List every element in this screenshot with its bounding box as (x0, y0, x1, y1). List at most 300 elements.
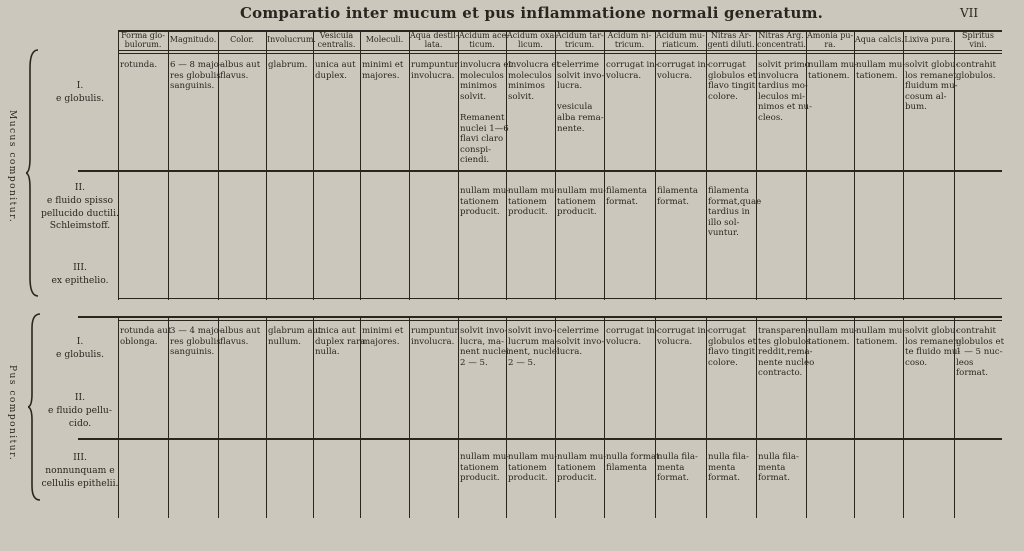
text-line: producit. (557, 207, 597, 218)
text-line: nullam mu- (460, 452, 510, 462)
column-rule (313, 30, 314, 300)
text-line: tes globulos (758, 336, 811, 347)
mucus-row-label-1 (40, 80, 120, 106)
text-line: 3 — 4 majo- (170, 326, 222, 336)
text-line: transparen- (758, 326, 809, 336)
pus-cell (557, 452, 607, 484)
column-rule (118, 316, 119, 518)
pus-cell (808, 326, 858, 347)
text-line: res globulis (170, 70, 221, 81)
text-line: cosum al- (905, 91, 947, 102)
text-line: Nitras Arg. (758, 31, 804, 40)
text-line: nimos et nu- (758, 102, 812, 113)
text-line: riaticum. (662, 39, 699, 49)
column-rule (655, 316, 656, 518)
text-line: cleos. (758, 112, 783, 123)
text-line: corrugat (708, 60, 746, 70)
text-line: celerrime (557, 60, 599, 70)
text-line (460, 102, 505, 113)
text-line: producit. (460, 473, 500, 484)
text-line: Magnitudo. (169, 35, 217, 44)
text-line: tardius mo- (758, 81, 808, 92)
text-line: 1 — 5 nuc- (956, 347, 1003, 358)
text-line: nulla fila- (657, 452, 698, 462)
text-line: nulla fila- (708, 452, 749, 462)
text-line: unica aut (315, 326, 356, 336)
column-rule (266, 30, 267, 300)
text-line: vuntur. (708, 228, 739, 239)
pus-cell (460, 326, 509, 368)
column-rule (604, 30, 605, 300)
text-line: producit. (508, 207, 548, 218)
pus-cell (708, 326, 755, 368)
column-header (707, 32, 755, 49)
comparison-table (118, 30, 1005, 518)
pus-cell (758, 326, 815, 379)
mucus-row-label-2 (38, 182, 122, 233)
mucus-cell (956, 60, 1001, 81)
column-rule (409, 316, 410, 518)
text-line: solvit globu- (905, 326, 959, 336)
text-line: involucra et (460, 60, 512, 70)
text-line: Aqua calcis. (855, 35, 904, 44)
mucus-group-label: Mucus componitur. (7, 110, 17, 224)
text-line: ex epithelio. (51, 274, 109, 286)
text-line: format. (956, 368, 988, 379)
text-line: nullum. (268, 336, 301, 347)
text-line: 6 — 8 majo- (170, 60, 222, 70)
text-line: rumpuntur (411, 326, 459, 336)
mucus-cell (460, 60, 512, 166)
text-line: lucra. (557, 81, 583, 92)
text-line: nente. (557, 123, 585, 134)
text-line: lucra. (557, 347, 583, 358)
text-line: albus aut (220, 326, 261, 336)
text-line: celerrime (557, 326, 599, 336)
text-line: Vesicula (319, 31, 354, 40)
text-line: e globulis. (55, 92, 105, 104)
column-header (757, 32, 805, 49)
mucus-cell (708, 60, 755, 102)
text-line: contrahit (956, 60, 996, 70)
table-rule (78, 316, 1002, 318)
text-line: Aqua destil- (410, 31, 459, 40)
text-line: nullam mu- (856, 326, 906, 336)
text-line: involucra (758, 70, 799, 81)
pus-row-label-2 (40, 392, 120, 430)
text-line: e fluido spisso (46, 194, 114, 206)
mucus-cell (268, 60, 312, 71)
text-line: contracto. (758, 368, 803, 379)
text-line: nullam mu- (508, 452, 558, 462)
text-line: nente nucleo (758, 357, 815, 368)
text-line: illo sol- (708, 217, 740, 228)
table-rule (78, 438, 1002, 440)
page-number: VII (960, 6, 979, 20)
text-line: Color. (230, 35, 254, 44)
mucus-cell (758, 60, 812, 124)
text-line: corrugat in- (606, 326, 658, 336)
text-line: format. (758, 473, 790, 484)
column-rule (555, 30, 556, 300)
text-line: corrugat (708, 326, 746, 336)
text-line: ciendi. (460, 155, 490, 166)
column-header (507, 31, 558, 49)
text-line: tationem. (808, 70, 850, 81)
column-header (169, 36, 217, 45)
text-line: Remanent (460, 112, 505, 123)
text-line: nullam mu- (557, 452, 607, 462)
text-line: corrugat in- (606, 60, 658, 70)
text-line: format,quae (708, 196, 762, 207)
text-line: los remanen- (905, 336, 962, 347)
text-line: Acidum tar- (556, 31, 604, 40)
column-header (955, 32, 1001, 49)
text-line: Acidum ace- (459, 31, 509, 40)
pus-row-label-3 (36, 452, 124, 490)
text-line: menta (657, 462, 685, 473)
text-line: colore. (708, 91, 738, 102)
text-line: moleculos (508, 70, 552, 81)
text-line: minimi et (362, 60, 404, 70)
column-rule (168, 30, 169, 300)
text-line: volucra. (606, 70, 642, 81)
text-line: Forma glo- (121, 31, 165, 40)
column-rule (604, 316, 605, 518)
text-line: involucra. (411, 70, 455, 81)
pus-cell (170, 326, 222, 358)
text-line (557, 92, 603, 103)
column-header (459, 31, 509, 49)
text-line: nulla format (606, 452, 660, 462)
text-line: glabrum. (268, 60, 308, 70)
text-line: fluidum mu- (905, 81, 958, 92)
column-header (410, 32, 457, 49)
mucus-cell (856, 60, 906, 81)
text-line: globulos et (708, 70, 757, 81)
text-line: format. (606, 196, 638, 207)
text-line: tricum. (614, 39, 645, 49)
text-line: involucra. (411, 336, 455, 347)
text-line: e fluido pellu- (48, 404, 112, 416)
column-rule (655, 30, 656, 300)
text-line: lucrum ma- (508, 336, 558, 347)
table-rule (118, 320, 1002, 321)
pus-cell (362, 326, 408, 347)
text-line: volucra. (606, 336, 642, 347)
text-line: solvit primo (758, 60, 810, 70)
text-line: nullam mu- (460, 186, 510, 196)
text-line: cido. (68, 417, 92, 429)
text-line: duplex. (315, 70, 347, 81)
text-line: globulos et (708, 336, 757, 347)
column-header (855, 36, 902, 45)
pus-cell (606, 326, 658, 347)
column-rule (854, 30, 855, 300)
text-line: duplex rara (315, 336, 366, 347)
text-line: rotunda aut (120, 326, 172, 336)
pus-cell (657, 326, 709, 347)
text-line: tationem (460, 196, 499, 207)
text-line: tationem (508, 462, 547, 473)
text-line: conspi- (460, 144, 492, 155)
column-rule (854, 316, 855, 518)
text-line: bum. (905, 102, 927, 113)
pus-cell (956, 326, 1005, 379)
text-line: Amonia pu- (807, 31, 854, 40)
text-line: volucra. (657, 336, 693, 347)
text-line: Moleculi. (365, 35, 404, 44)
text-line: solvit. (508, 91, 535, 102)
text-line: flavo tingit (708, 347, 756, 358)
text-line: reddit,rema- (758, 347, 813, 358)
column-header (556, 32, 603, 49)
text-line: leos (956, 357, 974, 368)
mucus-cell (905, 60, 959, 113)
text-line: II. (74, 392, 86, 403)
mucus-cell (657, 186, 705, 207)
text-line: filamenta (606, 186, 647, 196)
text-line: albus aut (220, 60, 261, 70)
text-line: format. (657, 473, 689, 484)
mucus-cell (170, 60, 222, 92)
mucus-cell (362, 60, 408, 81)
text-line: moleculos (460, 70, 504, 81)
text-line: II. (74, 182, 86, 193)
text-line: minimi et (362, 326, 404, 336)
text-line: globulos. (956, 70, 996, 81)
text-line: coso. (905, 357, 928, 368)
text-line: solvit invo- (460, 326, 508, 336)
text-line: Acidum mu- (656, 31, 705, 40)
column-rule (756, 30, 757, 300)
mucus-cell (220, 60, 265, 81)
mucus-cell (606, 186, 654, 207)
text-line: te fluido mu- (905, 347, 961, 358)
pus-cell (120, 326, 172, 347)
mucus-cell (557, 186, 607, 218)
text-line: tricum. (564, 39, 595, 49)
text-line: menta (708, 462, 736, 473)
text-line: majores. (362, 70, 400, 81)
text-line: nent, nuclei (508, 347, 560, 358)
mucus-cell (808, 60, 858, 81)
table-rule (118, 298, 1002, 299)
text-line: Schleimstoff. (49, 220, 111, 232)
text-line: tationem. (856, 336, 898, 347)
text-line: Acidum ni- (607, 31, 652, 40)
text-line: sanguinis. (170, 347, 215, 358)
column-rule (706, 30, 707, 300)
text-line: producit. (460, 207, 500, 218)
text-line: flavi claro (460, 134, 504, 145)
text-line: concentrati. (757, 39, 806, 49)
column-header (807, 32, 853, 49)
text-line: rotunda. (120, 60, 158, 70)
text-line: tationem (557, 196, 596, 207)
text-line: oblonga. (120, 336, 158, 347)
pus-cell (708, 452, 755, 484)
text-line: rumpuntur (411, 60, 459, 70)
text-line: solvit invo- (557, 70, 605, 81)
pus-cell (508, 326, 560, 368)
text-line: genti diluti. (707, 39, 755, 49)
text-line: cellulis epithelii. (41, 477, 119, 489)
mucus-cell (557, 60, 603, 134)
text-line: vesicula (557, 102, 593, 113)
column-rule (458, 30, 459, 300)
column-rule (506, 30, 507, 300)
text-line: tationem (508, 196, 547, 207)
column-rule (706, 316, 707, 518)
text-line: Acidum oxa- (507, 31, 558, 40)
text-line: nent nuclei (460, 347, 509, 358)
text-line: filamenta (708, 186, 749, 196)
text-line: centralis. (317, 39, 356, 49)
text-line: nonnunquam e (45, 464, 115, 476)
column-rule (806, 30, 807, 300)
text-line: format. (657, 196, 689, 207)
column-rule (903, 316, 904, 518)
pus-cell (508, 452, 558, 484)
text-line: tationem (557, 462, 596, 473)
text-line: producit. (508, 473, 548, 484)
mucus-cell (460, 186, 510, 218)
text-line: tationem (460, 462, 499, 473)
column-rule (409, 30, 410, 300)
text-line: minimos (460, 81, 497, 92)
text-line: glabrum aut (268, 326, 322, 336)
column-rule (168, 316, 169, 518)
text-line: lata. (424, 39, 443, 49)
text-line: filamenta (657, 186, 698, 196)
text-line: sanguinis. (170, 81, 215, 92)
text-line: unica aut (315, 60, 356, 70)
text-line: Lixiva pura. (904, 35, 953, 44)
text-line: ticum. (469, 39, 495, 49)
text-line: flavus. (220, 336, 249, 347)
table-rule (118, 53, 1002, 54)
text-line: nullam mu- (808, 60, 858, 70)
mucus-cell (508, 186, 558, 218)
text-line: filamenta (606, 462, 647, 473)
pus-cell (905, 326, 962, 368)
text-line: pellucido ductili. (41, 207, 119, 219)
pus-row-label-1 (40, 336, 120, 362)
pus-cell (856, 326, 906, 347)
text-line: colore. (708, 357, 738, 368)
column-header (904, 36, 953, 45)
text-line: corrugat in- (657, 60, 709, 70)
text-line: involucra et (508, 60, 560, 70)
text-line: 2 — 5. (460, 357, 488, 368)
column-header (267, 35, 316, 45)
text-line: nulla fila- (758, 452, 799, 462)
text-line: Spiritus (961, 31, 994, 40)
text-line: Nitras Ar- (710, 31, 752, 40)
pus-cell (758, 452, 805, 484)
column-rule (118, 30, 119, 300)
text-line: I. (76, 336, 84, 347)
text-line: solvit globu- (905, 60, 959, 70)
text-line: I. (76, 80, 84, 91)
text-line: volucra. (657, 70, 693, 81)
mucus-cell (411, 60, 457, 81)
text-line: e globulis. (55, 348, 105, 360)
text-line: 2 — 5. (508, 357, 536, 368)
pus-cell (657, 452, 705, 484)
mucus-cell (120, 60, 167, 71)
text-line: bulorum. (124, 39, 162, 49)
mucus-cell (657, 60, 709, 81)
mucus-cell (315, 60, 359, 81)
text-line: majores. (362, 336, 400, 347)
text-line: menta (758, 462, 786, 473)
text-line: minimos (508, 81, 545, 92)
text-line: los remanet (905, 70, 957, 81)
column-rule (756, 316, 757, 518)
text-line: III. (73, 262, 87, 273)
mucus-cell (606, 60, 658, 81)
text-line: nullam mu- (856, 60, 906, 70)
table-rule (78, 170, 1002, 172)
text-line: licum. (518, 39, 543, 49)
column-rule (458, 316, 459, 518)
text-line: tationem. (856, 70, 898, 81)
mucus-row-label-3 (38, 262, 122, 288)
text-line: nullam mu- (508, 186, 558, 196)
pus-cell (220, 326, 265, 347)
column-header (605, 32, 654, 49)
text-line: flavo tingit (708, 81, 756, 92)
mucus-cell (708, 186, 762, 239)
text-line: flavus. (220, 70, 249, 81)
table-rule (118, 50, 1002, 51)
text-line: lucra, ma- (460, 336, 504, 347)
column-rule (360, 30, 361, 300)
pus-cell (606, 452, 660, 473)
pus-cell (315, 326, 366, 358)
page-title: Comparatio inter mucum et pus inflammatione normali generatum. (240, 4, 824, 22)
text-line: vini. (969, 39, 987, 49)
text-line: solvit invo- (557, 336, 605, 347)
text-line: tardius in (708, 207, 750, 218)
text-line: Involucrum. (267, 35, 316, 44)
text-line: producit. (557, 473, 597, 484)
text-line: solvit. (460, 91, 487, 102)
text-line: nulla. (315, 347, 340, 358)
pus-cell (460, 452, 510, 484)
text-line: solvit invo- (508, 326, 556, 336)
text-line: tationem. (808, 336, 850, 347)
text-line: III. (73, 452, 87, 463)
column-header (361, 36, 408, 45)
column-rule (266, 316, 267, 518)
text-line: nullam mu- (557, 186, 607, 196)
column-rule (313, 316, 314, 518)
column-header (656, 32, 705, 49)
column-rule (903, 30, 904, 300)
pus-cell (557, 326, 603, 358)
text-line: format. (708, 473, 740, 484)
pus-cell (411, 326, 457, 347)
pus-cell (268, 326, 322, 347)
text-line: corrugat in- (657, 326, 709, 336)
pus-group-label: Pus componitur. (7, 365, 17, 462)
text-line: nullam mu- (808, 326, 858, 336)
text-line: res globulis (170, 336, 221, 347)
text-line: contrahit (956, 326, 996, 336)
